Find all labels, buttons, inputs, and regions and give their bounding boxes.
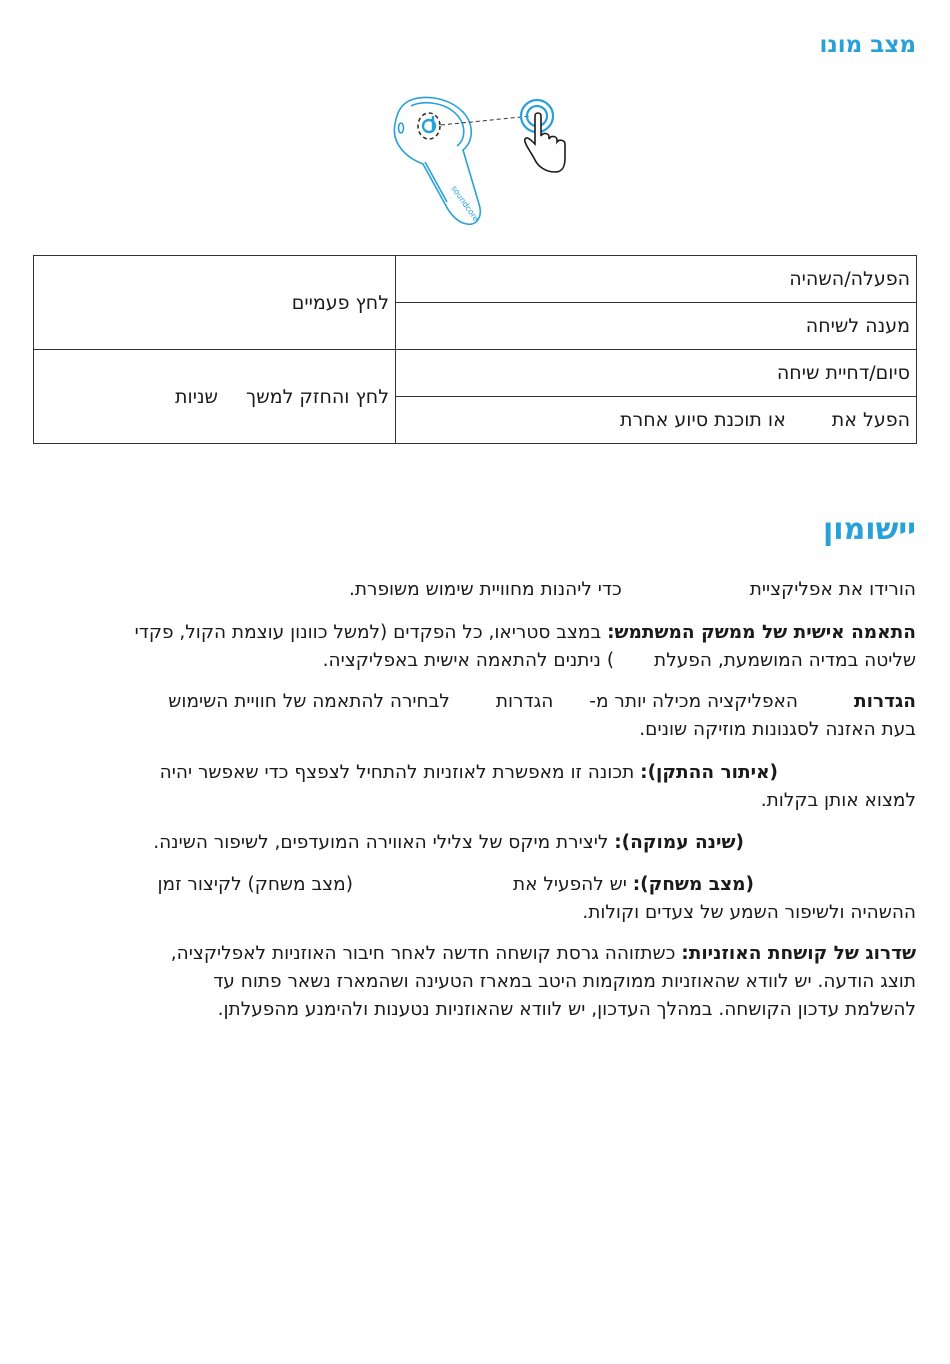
controls-table (33, 255, 917, 444)
function-cell: סיום/דחיית שיחה (396, 350, 917, 397)
touch-hand-icon (521, 100, 565, 172)
app-paragraph-deep-sleep: (שינה עמוקה): ליצירת מיקס של צלילי האווירה המועדפים, לשיפור השינה. (153, 832, 744, 853)
app-paragraph-find-device: (איתור ההתקן): תכונה זו מאפשרת לאוזניות להתחיל לצפצף כדי שאפשר יהיה למצוא אותן בקלות. (159, 762, 916, 811)
app-paragraph-download: הורידו את אפליקצייתכדי ליהנות מחוויית שימוש משופרת. (348, 579, 916, 600)
action-cell: לחץ והחזק למשךשניות (34, 350, 396, 444)
function-cell: הפעלה/השהיה (396, 256, 917, 303)
function-cell: הפעל אתאו תוכנת סיוע אחרת (396, 397, 917, 444)
app-heading: יישומון (822, 512, 916, 547)
app-paragraph-firmware: שדרוג של קושחת האוזניות: כשתזוהה גרסת קושחה חדשה לאחר חיבור האוזניות לאפליקציה, תוצג הודעה. יש לוודא שהאוזניות ממוקמות היטב במארז הטעינה ושהמארז נשאר פתוח עד להשלמת עדכון הקושחה. במהלך העדכון, יש לוודא שהאוזניות נטענות ולהימנע מהפעלתן. (170, 943, 916, 1020)
function-cell: מענה לשיחה (396, 303, 917, 350)
table-row (34, 256, 917, 303)
earbud-touch-illustration (385, 92, 575, 232)
mono-mode-heading: מצב מונו (819, 32, 916, 58)
brand-logo-text: soundcore (449, 183, 481, 224)
app-paragraph-eq: הגדרותהאפליקציה מכילה יותר מ-הגדרותלבחירה להתאמה של חוויית השימוש בעת האזנה לסגנונות מוזיקה שונים. (168, 691, 916, 740)
app-paragraph-game-mode: (מצב משחק): יש להפעיל את(מצב משחק) לקיצור זמן ההשהיה ולשיפור השמע של צעדים וקולות. (157, 874, 916, 923)
app-paragraph-customization: התאמה אישית של ממשק המשתמש: במצב סטריאו, כל הפקדים (למשל כוונון עוצמת הקול, פקדי שליטה במדיה המושמעת, הפעלת) ניתנים להתאמה אישית באפליקציה. (134, 622, 916, 671)
action-cell: לחץ פעמיים (34, 256, 396, 350)
dashed-connector (441, 116, 531, 125)
table-row (34, 350, 917, 397)
